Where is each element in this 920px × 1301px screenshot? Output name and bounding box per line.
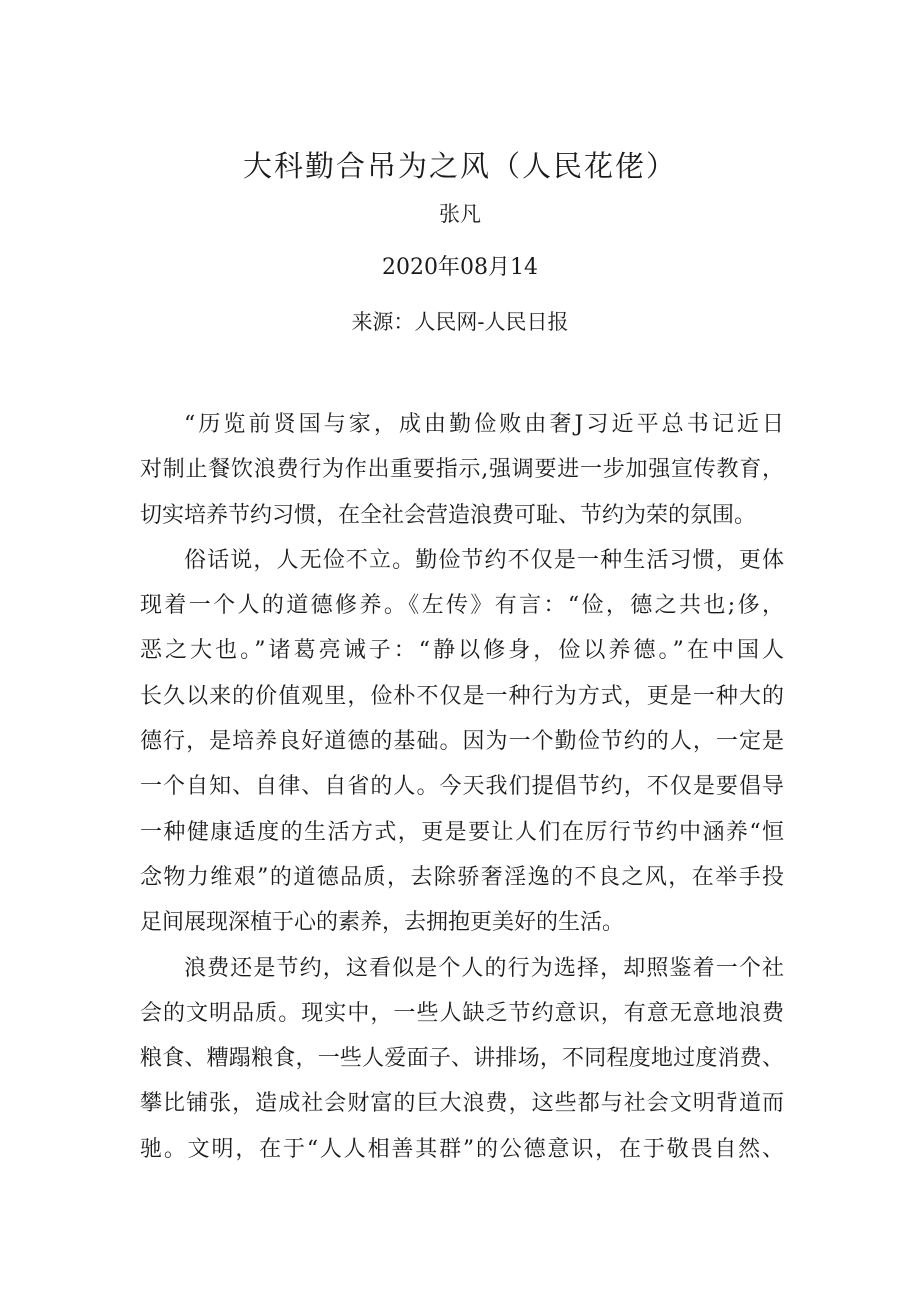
text-line: “历览前贤国与家，成由勤俭败由奢J习近平总书记近日 xyxy=(184,412,784,437)
text-line: 一个自知、自律、自省的人。今天我们提倡节约，不仅是要倡导 xyxy=(140,774,784,800)
text-line: 一种健康适度的生活方式，更是要让人们在厉行节约中涵养“恒 xyxy=(140,819,784,845)
text-line: 德行，是培养良好道德的基础。因为一个勤俭节约的人，一定是 xyxy=(140,729,784,755)
text-line: 长久以来的价值观里，俭朴不仅是一种行为方式，更是一种大的 xyxy=(140,683,784,709)
article-author: 张凡 xyxy=(439,202,481,226)
article-date: 2020年08月14 xyxy=(382,255,538,280)
text-line: 切实培养节约习惯，在全社会营造浪费可耻、节约为荣的氛围。 xyxy=(140,502,757,528)
text-line: 念物力维艰”的道德品质，去除骄奢淫逸的不良之风，在举手投 xyxy=(140,864,784,890)
article-source: 来源：人民网-人民日报 xyxy=(351,310,569,334)
paragraph-1 xyxy=(140,402,784,538)
article-title: 大科勤合吊为之风（人民花佬） xyxy=(242,149,677,183)
text-line: 攀比铺张，造成社会财富的巨大浪费，这些都与社会文明背道而 xyxy=(140,1091,784,1117)
article-body xyxy=(140,402,784,1172)
text-line: 现着一个人的道德修养。《左传》有言：“俭，德之共也;侈， xyxy=(140,593,784,619)
text-line: 恶之大也。”诸葛亮诫子：“静以修身，俭以养德。”在中国人 xyxy=(140,638,784,664)
text-line: 俗话说，人无俭不立。勤俭节约不仅是一种生活习惯，更体 xyxy=(184,547,784,573)
text-line: 驰。文明，在于“人人相善其群”的公德意识，在于敬畏自然、 xyxy=(140,1136,784,1162)
text-line: 粮食、糟蹋粮食，一些人爱面子、讲排场，不同程度地过度消费、 xyxy=(140,1046,784,1072)
paragraph-2 xyxy=(140,538,784,946)
paragraph-3 xyxy=(140,946,784,1172)
text-line: 浪费还是节约，这看似是个人的行为选择，却照鉴着一个社 xyxy=(184,955,784,981)
text-line: 足间展现深植于心的素养，去拥抱更美好的生活。 xyxy=(140,910,625,936)
text-line: 对制止餐饮浪费行为作出重要指示,强调要进一步加强宣传教育， xyxy=(140,457,784,483)
text-line: 会的文明品质。现实中，一些人缺乏节约意识，有意无意地浪费 xyxy=(140,1000,784,1026)
